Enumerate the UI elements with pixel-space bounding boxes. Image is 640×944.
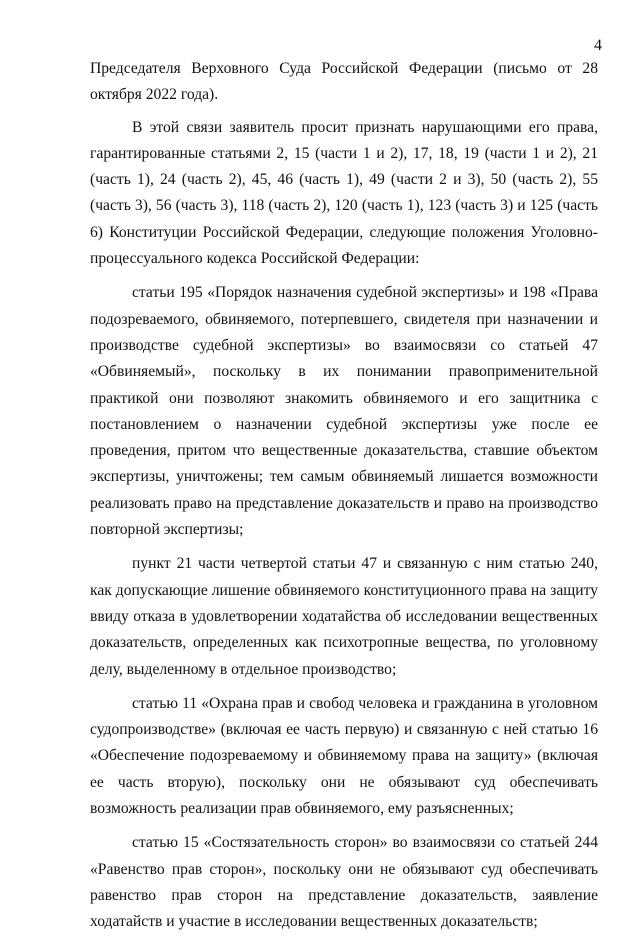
paragraph-articles-195-198: статьи 195 «Порядок назначения судебной экспертизы» и 198 «Права подозреваемого, обвиняемого, потерпевшего, свидетеля при назначении и производстве судебной экспертизы» во взаимосвязи со статьей 47 «Обвиняемый», поскольку в их понимании правоприменительной практикой они позволяют знакомить обвиняемого и его защитника с постановлением о назначении судебной экспертизы уже после ее проведения, притом что вещественные доказательства, ставшие объектом экспертизы, уничтожены; тем самым обвиняемый лишается возможности реализовать право на представление доказательств и право на производство повторной экспертизы; <box>90 284 598 539</box>
paragraph-article-47-240: пункт 21 части четвертой статьи 47 и связанную с ним статью 240, как допускающие лишение обвиняемого конституционного права на защиту ввиду отказа в удовлетворении ходатайства об исследовании вещественных доказательств, определенных как психотропные вещества, по уголовному делу, выделенному в отдельное производство; <box>90 555 598 678</box>
paragraph-article-15-244: статью 15 «Состязательность сторон» во взаимосвязи со статьей 244 «Равенство прав сторон», поскольку они не обязывают суд обеспечивать равенство прав сторон на представление доказательств, заявление ходатайств и участие в исследовании вещественных доказательств; <box>90 834 598 931</box>
paragraph-continuation: Председателя Верховного Суда Российской Федерации (письмо от 28 октября 2022 года). <box>90 60 598 104</box>
paragraph-request: В этой связи заявитель просит признать нарушающими его права, гарантированные статьями 2, 15 (части 1 и 2), 17, 18, 19 (части 1 и 2), 21 (часть 1), 24 (часть 2), 45, 46 (часть 1), 49 (части 2 и 3), 50 (часть 2), 55 (часть 3), 56 (часть 3), 118 (часть 2), 120 (часть 1), 123 (часть 3) и 125 (часть 6) Конституции Российской Федерации, следующие положения Уголовно-процессуального кодекса Российской Федерации: <box>90 118 598 268</box>
paragraph-article-11-16: статью 11 «Охрана прав и свобод человека и гражданина в уголовном судопроизводстве» (включая ее часть первую) и связанную с ней статью 16 «Обеспечение подозреваемому и обвиняемому права на защиту» (включая ее часть вторую), поскольку они не обязывают суд обеспечивать возможность реализации прав обвиняемого, ему разъясненных; <box>90 694 598 818</box>
page-number: 4 <box>594 37 602 54</box>
document-body <box>90 56 598 944</box>
